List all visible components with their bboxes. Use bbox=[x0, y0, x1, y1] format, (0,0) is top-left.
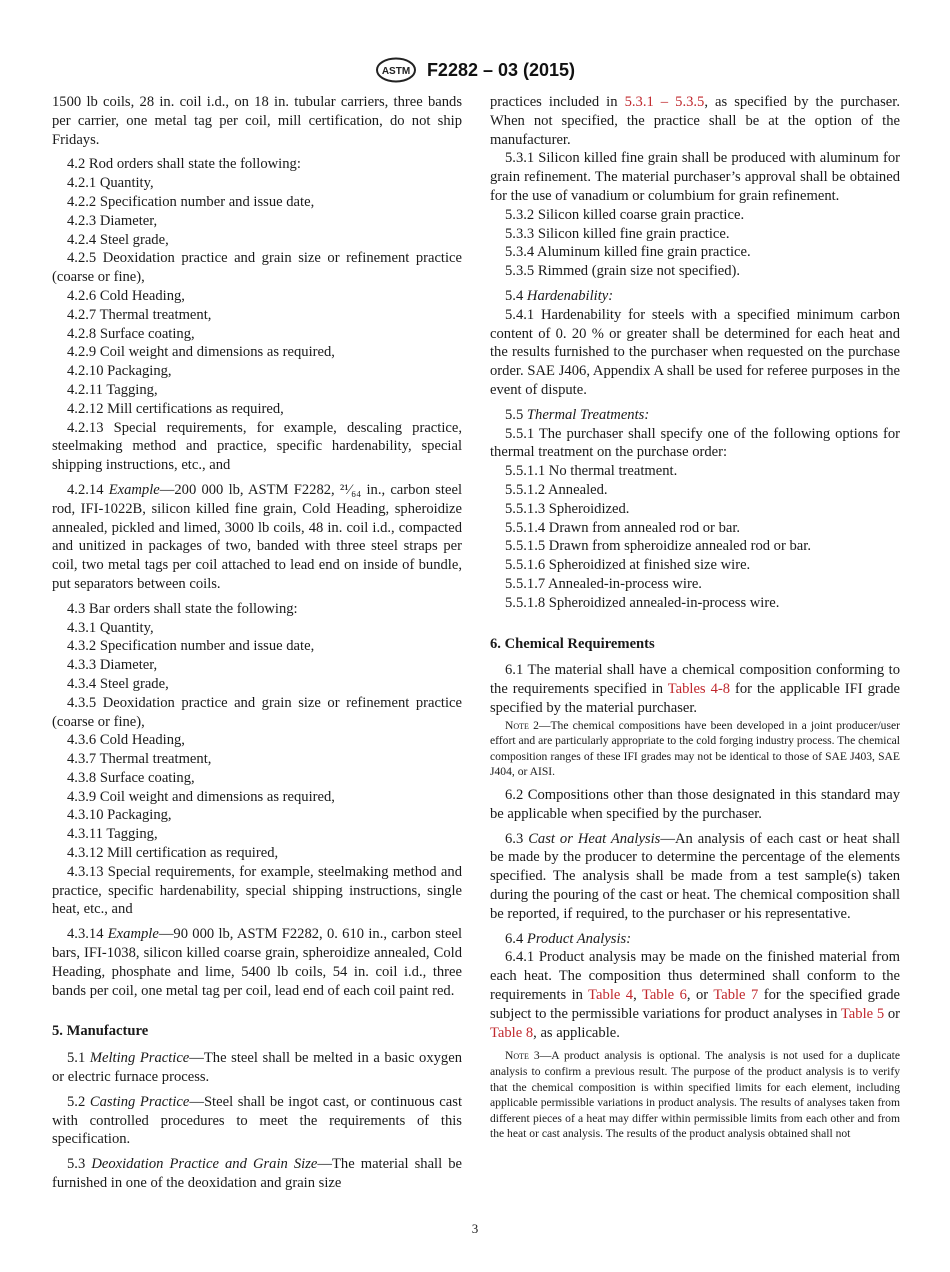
note-2 bbox=[490, 718, 900, 780]
section-label: Hardenability: bbox=[526, 287, 614, 304]
list-item: 4.3.10 Packaging, bbox=[67, 807, 172, 824]
example-text: —200 000 lb, ASTM F2282, ²¹⁄₆₄ in., carbon steel rod, IFI-1022B, silicon killed fine grain, Cold Heading, spheroidize annealed, pickled and limed, 3000 lb coils, 48 in. coil i.d., compacted and unitized in packages of two, banded with three steel straps per coil, two metal tags per coil attached to lead end on inside of bundle, put separators between coils. bbox=[52, 481, 462, 592]
list-item: 4.3.3 Diameter, bbox=[67, 657, 158, 674]
section-text: —The steel shall be melted in a basic oxygen or electric furnace process. bbox=[52, 1050, 462, 1086]
list-item: 4.3.12 Mill certification as required, bbox=[67, 845, 279, 862]
section-number: 5.4 bbox=[505, 287, 524, 304]
list-item: 5.5.1.7 Annealed-in-process wire. bbox=[505, 575, 702, 592]
list-item: 5.5.1.3 Spheroidized. bbox=[505, 500, 630, 517]
list-item: 4.3.1 Quantity, bbox=[67, 619, 154, 636]
section-text: —The material shall be furnished in one of the deoxidation and grain size bbox=[52, 1156, 462, 1192]
section-number: 5.3 bbox=[67, 1156, 86, 1173]
list-item: 4.3.2 Specification number and issue date, bbox=[67, 638, 315, 655]
section-6-2: 6.2 Compositions other than those designated in this standard may be applicable when specified by the purchaser. bbox=[490, 787, 900, 822]
section-5-2 bbox=[52, 1093, 462, 1149]
left-column bbox=[52, 93, 462, 1193]
list-item: 4.3.8 Surface coating, bbox=[67, 769, 195, 786]
table-link[interactable]: Table 4 bbox=[588, 987, 634, 1004]
paragraph bbox=[490, 93, 900, 149]
text: , bbox=[633, 987, 642, 1004]
section-5-3 bbox=[52, 1155, 462, 1193]
section-label: Casting Practice bbox=[89, 1093, 190, 1110]
section-number: 6.3 bbox=[505, 830, 524, 847]
example-label: Example bbox=[108, 481, 160, 498]
list-item: 5.5.1.8 Spheroidized annealed-in-process wire. bbox=[505, 594, 780, 611]
list-item: 4.3.5 Deoxidation practice and grain size or refinement practice (coarse or fine), bbox=[52, 694, 462, 730]
table-link[interactable]: Table 6 bbox=[641, 987, 687, 1004]
section-5-5 bbox=[490, 406, 900, 425]
list-item: 4.2.4 Steel grade, bbox=[67, 231, 169, 248]
section-heading-6: 6. Chemical Requirements bbox=[490, 635, 655, 652]
section-label: Product Analysis: bbox=[526, 930, 632, 947]
section-text: —An analysis of each cast or heat shall be made by the producer to determine the percentage of the elements specified. The analysis shall be made from a test sample(s) taken during the pouring of the cast or heat. The chemical composition shall be reported, if required, to the purchaser or his representative. bbox=[490, 830, 900, 922]
section-label: Thermal Treatments: bbox=[526, 406, 650, 423]
example-4-2-14 bbox=[52, 481, 462, 594]
section-4-3: 4.3 Bar orders shall state the following: bbox=[67, 600, 298, 617]
section-5-1 bbox=[52, 1049, 462, 1087]
example-text: —90 000 lb, ASTM F2282, 0. 610 in., carbon steel bars, IFI-1038, silicon killed coarse grain, spheroidize annealed, Cold Heading, phosphate and lime, 5400 lb coils, 54 in. coil i.d., three bands per coil, one metal tag per coil, lead end of each coil paint red. bbox=[52, 926, 462, 999]
text: , as specified by the purchaser. When not specified, the practice shall be at the option of the manufacturer. bbox=[490, 94, 900, 148]
list-item: 4.3.7 Thermal treatment, bbox=[67, 751, 212, 768]
list-item: 4.2.12 Mill certifications as required, bbox=[67, 400, 284, 417]
section-number: 4.2.14 bbox=[67, 481, 104, 498]
list-item: 4.2.7 Thermal treatment, bbox=[67, 306, 212, 323]
example-label: Example bbox=[107, 926, 159, 943]
list-item: 4.2.10 Packaging, bbox=[67, 363, 172, 380]
section-5-3-1: 5.3.1 Silicon killed fine grain shall be produced with aluminum for grain refinement. The material purchaser’s approval shall be obtained for the use of vanadium or columbium for grain refinement. bbox=[490, 150, 900, 204]
section-number: 6.4 bbox=[505, 930, 524, 947]
right-column bbox=[490, 93, 900, 1142]
note-3 bbox=[490, 1048, 900, 1142]
page-number: 3 bbox=[471, 1221, 479, 1236]
example-4-3-14 bbox=[52, 925, 462, 1000]
list-item: 4.3.6 Cold Heading, bbox=[67, 732, 185, 749]
text: practices included in bbox=[490, 94, 625, 110]
tables-link[interactable]: Tables 4-8 bbox=[667, 681, 731, 698]
list-item: 5.5.1.5 Drawn from spheroidize annealed rod or bar. bbox=[505, 538, 811, 555]
astm-logo-icon bbox=[375, 57, 417, 83]
section-5-5-1: 5.5.1 The purchaser shall specify one of the following options for thermal treatment on the purchase order: bbox=[490, 425, 900, 461]
list-item: 4.3.9 Coil weight and dimensions as required, bbox=[67, 788, 335, 805]
list-item: 4.2.5 Deoxidation practice and grain size or refinement practice (coarse or fine), bbox=[52, 250, 462, 286]
text: or bbox=[884, 1005, 900, 1022]
section-number: 5.1 bbox=[67, 1050, 86, 1067]
list-item: 4.2.1 Quantity, bbox=[67, 175, 154, 192]
table-link[interactable]: Table 7 bbox=[713, 987, 759, 1004]
text: 6.1 The material shall have a chemical composition conforming to the requirements specified in bbox=[490, 662, 900, 698]
list-item: 4.3.11 Tagging, bbox=[67, 826, 158, 843]
list-item: 4.2.13 Special requirements, for example, descaling practice, steelmaking method and practice, specific hardenability, special shipping instructions, etc., and bbox=[52, 419, 462, 474]
section-number: 4.3.14 bbox=[67, 926, 104, 943]
list-item: 5.3.2 Silicon killed coarse grain practice. bbox=[505, 206, 745, 223]
section-text: —Steel shall be ingot cast, or continuous cast with controlled procedures to meet the requirements of this specification. bbox=[52, 1093, 462, 1148]
list-item: 5.3.3 Silicon killed fine grain practice. bbox=[505, 225, 730, 242]
section-6-4 bbox=[490, 930, 900, 949]
list-item: 5.3.5 Rimmed (grain size not specified). bbox=[505, 263, 741, 280]
text: , as applicable. bbox=[533, 1024, 620, 1041]
section-heading-5: 5. Manufacture bbox=[52, 1023, 149, 1040]
list-item: 5.5.1.6 Spheroidized at finished size wire. bbox=[505, 557, 751, 574]
list-item: 4.2.9 Coil weight and dimensions as required, bbox=[67, 344, 335, 361]
note-label: Note bbox=[505, 718, 529, 732]
text: for the applicable IFI grade specified by the material purchaser. bbox=[490, 681, 901, 716]
list-item: 4.2.3 Diameter, bbox=[67, 212, 158, 229]
svg-text:ASTM: ASTM bbox=[381, 66, 411, 77]
list-item: 4.2.8 Surface coating, bbox=[67, 325, 195, 342]
table-link[interactable]: Table 5 bbox=[840, 1005, 885, 1022]
table-link[interactable]: Table 8 bbox=[490, 1024, 534, 1041]
text: , or bbox=[686, 987, 714, 1004]
page-header bbox=[0, 57, 950, 83]
section-6-3 bbox=[490, 830, 900, 924]
text: 6.4.1 Product analysis may be made on the finished material from each heat. The composition thus determined shall conform to the requirements in bbox=[490, 949, 900, 1004]
section-4-2: 4.2 Rod orders shall state the following: bbox=[67, 156, 301, 173]
text: for the specified grade subject to the permissible variations for product analyses in bbox=[490, 987, 900, 1022]
list-item: 4.2.2 Specification number and issue date, bbox=[67, 193, 315, 210]
document-designation: F2282 – 03 (2015) bbox=[426, 59, 576, 80]
list-item: 5.5.1.4 Drawn from annealed rod or bar. bbox=[505, 519, 741, 536]
list-item: 4.3.13 Special requirements, for example, steelmaking method and practice, specific hardenability, special shipping instructions, single heat, etc., and bbox=[52, 863, 462, 918]
note-text: 3—A product analysis is optional. The analysis is not used for a duplicate analysis to confirm a previous result. The purpose of the product analysis is to verify that the chemical composition is within specified limits for each element, including applicable permissible variations in product analysis. The results of analyses taken from different pieces of a heat may differ within permissible limits from each other and from the heat or cast analysis. The results of the product analysis obtained shall not bbox=[490, 1049, 900, 1141]
paragraph: 1500 lb coils, 28 in. coil i.d., on 18 in. tubular carriers, three bands per carrier, one metal tag per coil, mill certification, do not ship Fridays. bbox=[52, 94, 462, 148]
section-label: Cast or Heat Analysis bbox=[528, 830, 661, 847]
section-number: 5.2 bbox=[67, 1093, 86, 1110]
list-item: 5.5.1.1 No thermal treatment. bbox=[505, 463, 678, 480]
note-text: 2—The chemical compositions have been developed in a joint producer/user effort and are particularly appropriate to the cold forging industry process. The chemical composition ranges of these IFI grades may not be identical to those of SAE J403, SAE J404, or AISI. bbox=[490, 718, 900, 779]
section-label: Melting Practice bbox=[89, 1050, 190, 1067]
list-item: 4.2.11 Tagging, bbox=[67, 381, 158, 398]
section-6-4-1 bbox=[490, 948, 900, 1042]
section-5-4 bbox=[490, 287, 900, 306]
note-label: Note bbox=[505, 1049, 529, 1063]
list-item: 5.3.4 Aluminum killed fine grain practice. bbox=[505, 244, 751, 261]
list-item: 4.2.6 Cold Heading, bbox=[67, 287, 185, 304]
section-link[interactable]: 5.3.1 – 5.3.5 bbox=[624, 94, 705, 110]
section-label: Deoxidation Practice and Grain Size bbox=[91, 1156, 318, 1173]
section-5-4-1: 5.4.1 Hardenability for steels with a specified minimum carbon content of 0. 20 % or greater shall be determined for each heat and the results furnished to the purchaser when requested on the purchase order. SAE J406, Appendix A shall be used for referee purposes in the event of dispute. bbox=[490, 306, 900, 398]
list-item: 5.5.1.2 Annealed. bbox=[505, 481, 608, 498]
section-number: 5.5 bbox=[505, 406, 524, 423]
list-item: 4.3.4 Steel grade, bbox=[67, 675, 169, 692]
section-6-1 bbox=[490, 661, 900, 717]
